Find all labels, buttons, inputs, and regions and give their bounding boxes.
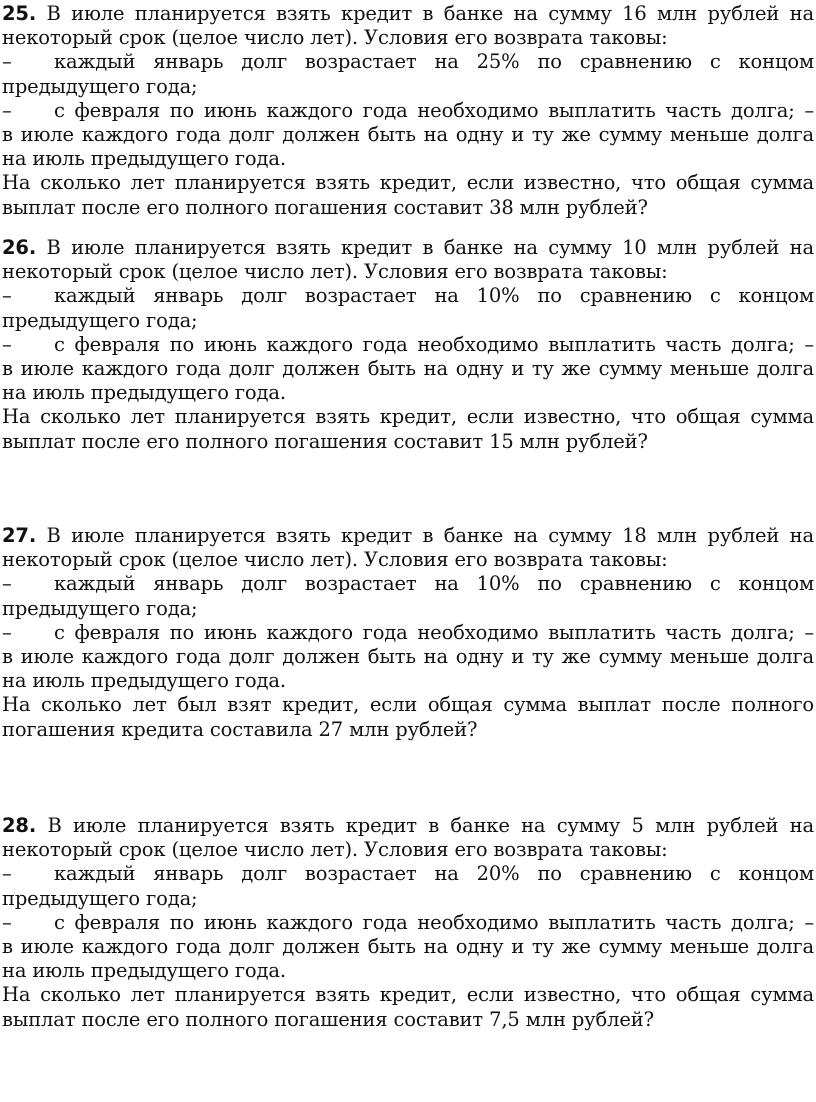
problem-number: 27. [2, 524, 37, 547]
condition-text: с февраля по июнь каждого года необходимо выплатить часть долга; – [54, 332, 814, 356]
problem-number: 26. [2, 236, 37, 259]
problem-number: 28. [2, 814, 37, 837]
problem-27 [2, 524, 814, 742]
problem-line: в июле каждого года долг должен быть на одну и ту же сумму меньше долга [2, 935, 814, 959]
list-dash: – [2, 862, 12, 886]
problem-26 [2, 236, 814, 454]
problem-28 [2, 814, 814, 1032]
condition-line [2, 333, 814, 357]
list-dash: – [2, 284, 12, 308]
list-dash: – [2, 910, 12, 934]
problem-line: в июле каждого года долг должен быть на одну и ту же сумму меньше долга [2, 357, 814, 381]
condition-line [2, 621, 814, 645]
problem-line: некоторый срок (целое число лет). Условия его возврата таковы: [2, 548, 668, 572]
problem-number: 25. [2, 2, 37, 25]
problem-line: на июль предыдущего года. [2, 147, 286, 171]
question-line: На сколько лет планируется взять кредит, если известно, что общая сумма [2, 405, 814, 429]
problem-text: В июле планируется взять кредит в банке на сумму 18 млн рублей на [46, 524, 814, 547]
problem-line: предыдущего года; [2, 74, 198, 98]
problem-line: предыдущего года; [2, 308, 198, 332]
condition-line [2, 50, 814, 74]
condition-line [2, 862, 814, 886]
problem-line: некоторый срок (целое число лет). Условия его возврата таковы: [2, 26, 668, 50]
list-dash: – [2, 332, 12, 356]
question-line: На сколько лет планируется взять кредит, если известно, что общая сумма [2, 983, 814, 1007]
condition-text: каждый январь долг возрастает на 20% по сравнению с концом [54, 862, 814, 886]
problem-line: в июле каждого года долг должен быть на одну и ту же сумму меньше долга [2, 123, 814, 147]
problem-line [2, 2, 814, 26]
list-dash: – [2, 98, 12, 122]
condition-line [2, 572, 814, 596]
condition-line [2, 911, 814, 935]
question-line: выплат после его полного погашения составит 7,5 млн рублей? [2, 1007, 654, 1031]
problem-line [2, 524, 814, 548]
problem-text: В июле планируется взять кредит в банке на сумму 5 млн рублей на [47, 814, 814, 837]
problem-line: предыдущего года; [2, 596, 198, 620]
condition-line [2, 99, 814, 123]
condition-text: каждый январь долг возрастает на 25% по сравнению с концом [54, 50, 814, 74]
problem-25 [2, 2, 814, 220]
condition-line [2, 284, 814, 308]
condition-text: с февраля по июнь каждого года необходимо выплатить часть долга; – [54, 98, 814, 122]
question-line: выплат после его полного погашения составит 15 млн рублей? [2, 429, 648, 453]
problem-line: некоторый срок (целое число лет). Условия его возврата таковы: [2, 260, 668, 284]
question-line: выплат после его полного погашения составит 38 млн рублей? [2, 195, 648, 219]
problem-text: В июле планируется взять кредит в банке на сумму 16 млн рублей на [46, 2, 814, 25]
condition-text: с февраля по июнь каждого года необходимо выплатить часть долга; – [54, 910, 814, 934]
problem-line [2, 236, 814, 260]
problem-line: на июль предыдущего года. [2, 669, 286, 693]
problem-line: в июле каждого года долг должен быть на одну и ту же сумму меньше долга [2, 645, 814, 669]
problem-line: на июль предыдущего года. [2, 959, 286, 983]
problem-text: В июле планируется взять кредит в банке на сумму 10 млн рублей на [46, 236, 814, 259]
condition-text: с февраля по июнь каждого года необходимо выплатить часть долга; – [54, 620, 814, 644]
problem-line: предыдущего года; [2, 886, 198, 910]
list-dash: – [2, 50, 12, 74]
problem-line: некоторый срок (целое число лет). Условия его возврата таковы: [2, 838, 668, 862]
problem-line: на июль предыдущего года. [2, 381, 286, 405]
list-dash: – [2, 620, 12, 644]
question-line: погашения кредита составила 27 млн рублей? [2, 717, 478, 741]
condition-text: каждый январь долг возрастает на 10% по сравнению с концом [54, 572, 814, 596]
problem-line [2, 814, 814, 838]
list-dash: – [2, 572, 12, 596]
question-line: На сколько лет был взят кредит, если общая сумма выплат после полного [2, 693, 814, 717]
question-line: На сколько лет планируется взять кредит, если известно, что общая сумма [2, 171, 814, 195]
condition-text: каждый январь долг возрастает на 10% по сравнению с концом [54, 284, 814, 308]
